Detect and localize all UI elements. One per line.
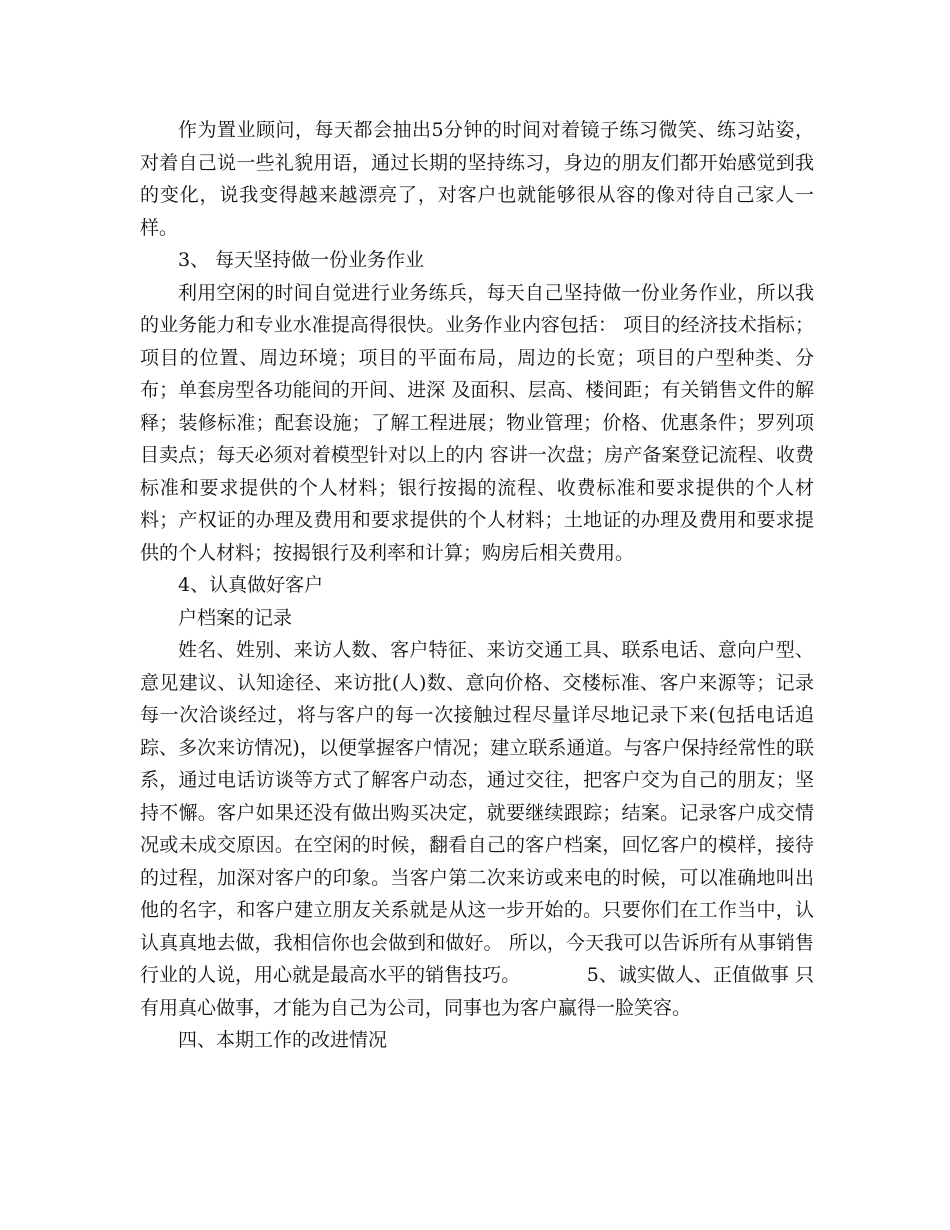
section-heading-improvement: 四、本期工作的改进情况 bbox=[178, 1029, 388, 1051]
paragraph-self-practice: 作为置业顾问，每天都会抽出5分钟的时间对着镜子练习微笑、练习站姿，对着自己说一些礼貌用语，通过长期的坚持练习，身边的朋友们都开始感觉到我的变化，说我变得越来越漂亮了，对客户也就能够很从容的像对待自己家人一样。 bbox=[140, 119, 814, 239]
section-heading-customer-records-cont: 户档案的记录 bbox=[178, 606, 293, 629]
document-body bbox=[140, 114, 814, 1057]
paragraph-customer-records: 姓名、姓别、来访人数、客户特征、来访交通工具、联系电话、意向户型、意见建议、认知途径、来访批(人)数、意向价格、交楼标准、客户来源等；记录每一次洽谈经过，将与客户的每一次接触过程尽量详尽地记录下来(包括电话追踪、多次来访情况)，以便掌握客户情况；建立联系通道。与客户保持经常性的联系，通过电话访谈等方式了解客户动态，通过交往，把客户交为自己的朋友；坚持不懈。客户如果还没有做出购买决定，就要继续跟踪；结案。记录客户成交情况或未成交原因。在空闲的时候，翻看自己的客户档案，回忆客户的模样，接待的过程，加深对客户的印象。当客户第二次来访或来电的时候，可以准确地叫出他的名字，和客户建立朋友关系就是从这一步开始的。只要你们在工作当中，认认真真地去做，我相信你也会做到和做好。 所以，今天我可以告诉所有从事销售行业的人说，用心就是最高水平的销售技巧。 5、诚实做人、正值做事 只有用真心做事，才能为自己为公司，同事也为客户赢得一脸笑容。 bbox=[140, 639, 814, 1019]
section-heading-customer-records: 4、认真做好客户 bbox=[178, 574, 324, 596]
section-heading-daily-homework: 3、 每天坚持做一份业务作业 bbox=[178, 249, 425, 271]
paragraph-homework-content: 利用空闲的时间自觉进行业务练兵，每天自己坚持做一份业务作业，所以我的业务能力和专业水准提高得很快。业务作业内容包括： 项目的经济技术指标；项目的位置、周边环境；项目的平面布局，周边的长宽；项目的户型种类、分布；单套房型各功能间的开间、进深 及面积、层高、楼间距；有关销售文件的解释；装修标准；配套设施；了解工程进展；物业管理；价格、优惠条件；罗列项目卖点；每天必须对着模型针对以上的内 容讲一次盘；房产备案登记流程、收费标准和要求提供的个人材料；银行按揭的流程、收费标准和要求提供的个人材料；产权证的办理及费用和要求提供的个人材料；土地证的办理及费用和要求提供的个人材料；按揭银行及利率和计算；购房后相关费用。 bbox=[140, 281, 814, 564]
